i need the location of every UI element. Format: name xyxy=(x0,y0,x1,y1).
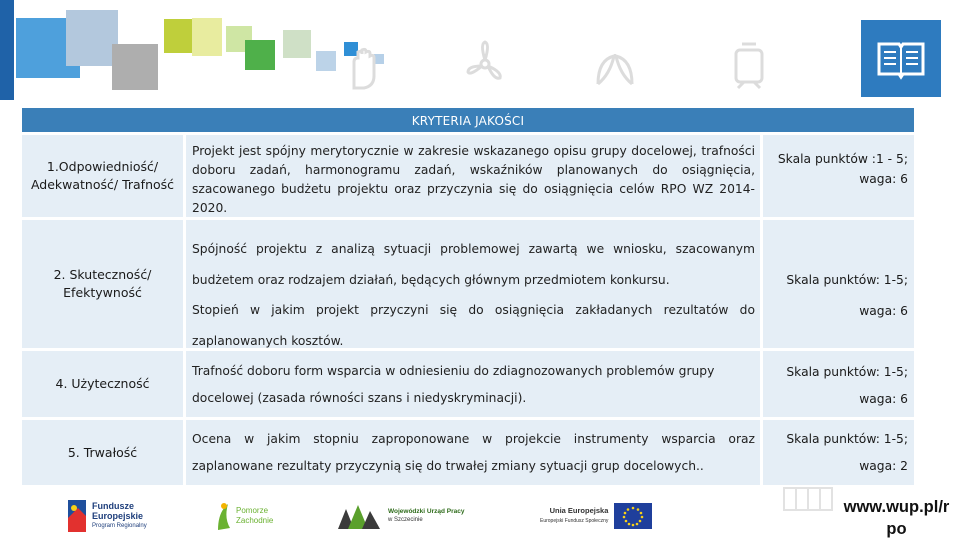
criterion-label: 4. Użyteczność xyxy=(55,376,150,391)
fe-line2: Europejskie xyxy=(92,511,144,521)
score-cell xyxy=(763,351,914,417)
scale-text: Skala punktów: 1-5; xyxy=(786,432,908,446)
description-line: Spójność projektu z analizą sytuacji problemowej zawartą we wniosku, szacowanym xyxy=(192,242,755,256)
table-header: KRYTERIA JAKOŚCI xyxy=(22,108,914,132)
leaf-icon xyxy=(592,40,638,92)
criterion-cell xyxy=(22,351,183,417)
fundusze-europejskie-logo xyxy=(66,496,176,536)
weight-text: waga: 6 xyxy=(859,172,908,186)
criterion-label: 1.Odpowiedniość/ Adekwatność/ Trafność xyxy=(30,159,175,192)
criterion-label: 5. Trwałość xyxy=(67,444,138,460)
weight-text: waga: 2 xyxy=(859,459,908,473)
fe-emblem-icon xyxy=(66,498,88,534)
description-line: zaplanowane rezultaty przyczynią się do trwałej zmiany sytuacji grup docelowych.. xyxy=(192,459,704,473)
book-icon xyxy=(861,20,941,97)
scale-text: Skala punktów: 1-5; xyxy=(786,273,908,287)
description-line: Stopień w jakim projekt przyczyni się do osiągnięcia zakładanych rezultatów do xyxy=(192,303,755,317)
pomorze-line1: Pomorze xyxy=(236,506,269,515)
pomorze-line2: Zachodnie xyxy=(236,516,274,525)
windmill-icon xyxy=(462,40,508,92)
criterion-label: 2. Skuteczność/ Efektywność xyxy=(53,267,152,300)
quality-criteria-table xyxy=(22,108,914,485)
description-line: zaplanowanych kosztów. xyxy=(192,333,344,348)
score-cell xyxy=(763,135,914,217)
wup-line2: w Szczecinie xyxy=(388,517,423,523)
description-text: Projekt jest spójny merytorycznie w zakresie wskazanego opisu grupy docelowej, trafności doboru zadań, harmonogramu zadań, wskaźników planowanych do osiągnięcia, szacowanego budżetu projektu oraz przyczynia się do osiągnięcia celów RPO WZ 2014-2020. xyxy=(192,144,755,215)
description-cell xyxy=(186,220,760,348)
score-cell xyxy=(763,420,914,485)
tram-icon xyxy=(726,40,772,92)
building-decoration xyxy=(782,482,834,512)
scale-text: Skala punktów: 1-5; xyxy=(786,365,908,379)
wup-line1: Wojewódzki Urząd Pracy xyxy=(388,508,465,515)
eu-flag-icon xyxy=(614,503,652,529)
description-line: Ocena w jakim stopniu zaproponowane w projekcie instrumenty wsparcia oraz xyxy=(192,432,755,446)
description-line: docelowej (zasada równości szans i niedyskryminacji). xyxy=(192,391,527,405)
hand-icon xyxy=(340,40,386,92)
description-line: budżetem oraz rodzajem działań, będących głównym przedmiotem konkursu. xyxy=(192,272,670,287)
criterion-cell xyxy=(22,420,183,485)
pomorze-zachodnie-logo xyxy=(214,496,294,536)
weight-text: waga: 6 xyxy=(859,392,908,406)
website-url[interactable]: www.wup.pl/r po xyxy=(843,498,950,538)
wup-logo xyxy=(336,496,488,536)
fe-line3: Program Regionalny xyxy=(92,523,147,529)
description-cell xyxy=(186,351,760,417)
weight-text: waga: 6 xyxy=(859,304,908,318)
criterion-cell xyxy=(22,220,183,348)
ue-line1: Unia Europejska xyxy=(549,506,609,515)
fe-line1: Fundusze xyxy=(92,501,134,511)
description-line: Trafność doboru form wsparcia w odniesieniu do zdiagnozowanych problemów grupy xyxy=(192,364,715,378)
ue-line2: Europejski Fundusz Społeczny xyxy=(540,518,609,524)
pomorze-emblem-icon xyxy=(214,500,234,532)
score-cell xyxy=(763,220,914,348)
scale-text: Skala punktów :1 - 5; xyxy=(777,152,908,166)
description-cell xyxy=(186,135,760,217)
unia-europejska-logo xyxy=(540,496,680,536)
website-link[interactable] xyxy=(833,492,960,540)
description-cell xyxy=(186,420,760,485)
criterion-cell xyxy=(22,135,183,217)
wup-emblem-icon xyxy=(336,501,384,531)
